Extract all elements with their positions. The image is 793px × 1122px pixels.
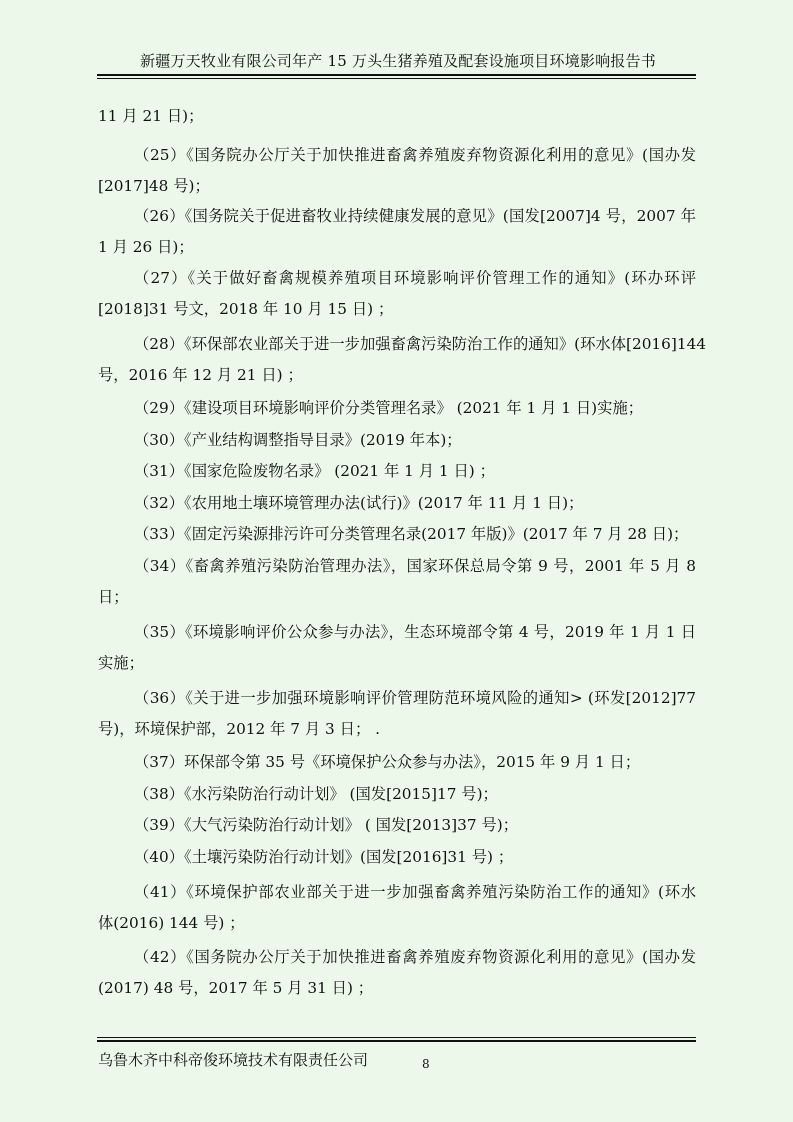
body-text-line: （30）《产业结构调整指导目录》(2019 年本)； (134, 431, 462, 449)
body-text-line: （38）《水污染防治行动计划》 (国发[2015]17 号)； (134, 785, 498, 803)
footer-rule-thin (97, 1037, 696, 1038)
body-text-line: （40）《土壤污染防治行动计划》(国发[2016]31 号) ； (134, 848, 514, 866)
page-header-title: 新疆万天牧业有限公司年产 15 万头生猪养殖及配套设施项目环境影响报告书 (140, 52, 656, 70)
page-number: 8 (422, 1057, 430, 1071)
body-text-line: （35）《环境影响评价公众参与办法》，生态环境部令第 4 号，2019 年 1 月 1 日 (134, 623, 696, 641)
body-text-line: （33）《固定污染源排污许可分类管理名录(2017 年版)》(2017 年 7 月 28 日)； (134, 525, 689, 543)
body-text-line: 号，2016 年 12 月 21 日) ； (98, 366, 303, 384)
body-text-line: （25）《国务院办公厅关于加快推进畜禽养殖废弃物资源化利用的意见》(国办发 (134, 146, 696, 164)
body-text-line: 11 月 21 日)； (98, 107, 204, 125)
body-text-line: （42）《国务院办公厅关于加快推进畜禽养殖废弃物资源化利用的意见》(国办发 (134, 948, 696, 966)
body-text-line: （28）《环保部农业部关于进一步加强畜禽污染防治工作的通知》(环水体[2016]144 (134, 335, 707, 353)
footer-rule-thick (97, 1040, 696, 1042)
body-text-line: 体(2016) 144 号) ； (98, 914, 245, 932)
body-text-line: （32）《农用地土壤环境管理办法(试行)》(2017 年 11 月 1 日)； (134, 494, 584, 512)
body-text-line: （34）《畜禽养殖污染防治管理办法》，国家环保总局令第 9 号，2001 年 5 月 8 (134, 557, 696, 575)
body-text-line: 1 月 26 日)； (98, 238, 194, 256)
body-text-line: （26）《国务院关于促进畜牧业持续健康发展的意见》(国发[2007]4 号，2007 年 (134, 207, 696, 225)
document-body (98, 0, 707, 1030)
body-text-line: [2017]48 号)； (98, 177, 210, 195)
body-text-line: （39）《大气污染防治行动计划》 ( 国发[2013]37 号)； (134, 816, 519, 834)
body-text-line: 实施； (98, 654, 144, 672)
body-text-line: [2018]31 号文，2018 年 10 月 15 日) ； (98, 300, 394, 318)
body-text-line: （37）环保部令第 35 号《环境保护公众参与办法》，2015 年 9 月 1 日； (134, 753, 641, 771)
footer-company-name: 乌鲁木齐中科帝俊环境技术有限责任公司 (98, 1051, 369, 1069)
body-text-line: （31）《国家危险废物名录》 (2021 年 1 月 1 日) ； (134, 462, 495, 480)
body-text-line: （29）《建设项目环境影响评价分类管理名录》 (2021 年 1 月 1 日)实施； (134, 399, 644, 417)
body-text-line: 号)，环境保护部，2012 年 7 月 3 日； . (98, 720, 380, 738)
body-text-line: 日； (98, 588, 129, 606)
body-text-line: (2017) 48 号，2017 年 5 月 31 日) ； (98, 979, 374, 997)
body-text-line: （41）《环境保护部农业部关于进一步加强畜禽养殖污染防治工作的通知》(环水 (134, 883, 696, 901)
body-text-line: （27）《关于做好畜禽规模养殖项目环境影响评价管理工作的通知》(环办环评 (134, 269, 696, 287)
body-text-line: （36）《关于进一步加强环境影响评价管理防范环境风险的通知> (环发[2012]77 (134, 689, 696, 707)
